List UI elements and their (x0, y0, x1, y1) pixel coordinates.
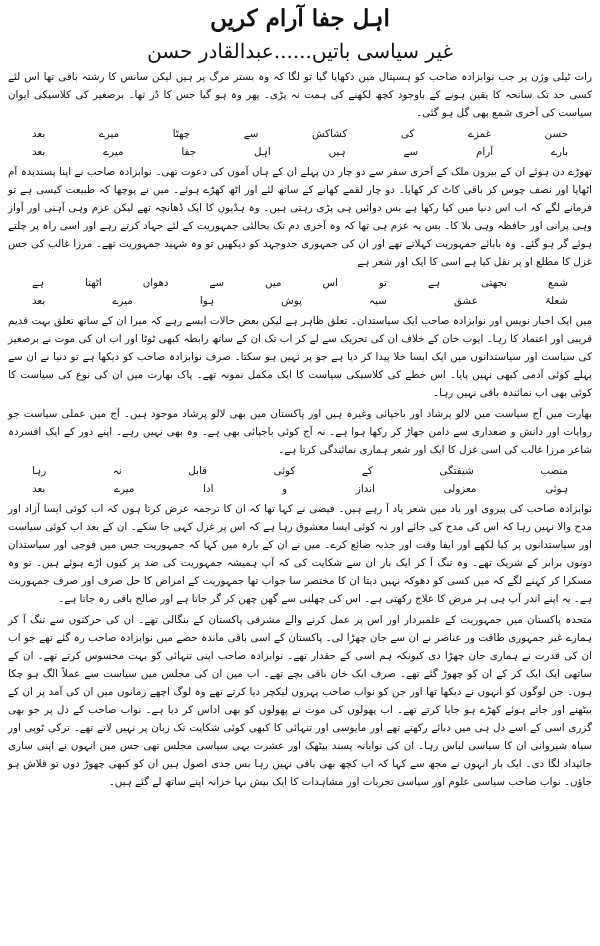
verse-line (32, 292, 568, 310)
verse-word: سے (209, 277, 225, 289)
verse-word: و (282, 483, 288, 495)
column-title: اہل جفا آرام کریں (210, 5, 390, 32)
verse-word: سے (243, 128, 259, 140)
verse-word: آرام (476, 146, 494, 158)
verse-word: شمع (547, 277, 568, 289)
verse-word: بعد (32, 128, 46, 140)
verse-line (32, 480, 568, 498)
column-byline: غیر سیاسی باتیں......عبدالقادر حسن (147, 39, 453, 63)
verse-word: تو (378, 277, 388, 289)
verse-word: میں (265, 277, 282, 289)
verse-word: رہا (32, 465, 47, 477)
verse-word: عشق (453, 295, 478, 307)
verse-word: شیفتگی (439, 465, 474, 477)
verse-word: بعد (32, 483, 46, 495)
verse-word: حسن (544, 128, 568, 140)
verse-word: معزولی (443, 483, 477, 495)
verse-word: انداز (355, 483, 375, 495)
paragraph: میں ایک اخبار نویس اور نوابزادہ صاحب ایک سیاستدان۔ تعلق ظاہر ہے لیکن بعض حالات ایسے رہے کہ میرا ان کے ساتھ تعلق بہت قدیم قریبی اور اعتماد کا رہا۔ ایوب خان کے خلاف ان کی تحریک سے لے کر اب تک ان کے ساتھ رابطہ کبھی ٹوٹا اور اب ان کی موت نے برصغیر کی سیاست اور سیاستدانوں میں ایک ایسا خلا پیدا کر دیا ہے جو پر نہیں ہو سکتا۔ صرف نوابزادہ صاحب کو دیکھا ہے تو دنیا نے ان سے پہلے کوئی آدمی کبھی نہیں پایا۔ اس خطے کی کلاسیکی سیاست کا ایک مکمل نمونہ تھے۔ پاک بھارت میں ان کی نوع کی سیاست کا کوئی بھی اب نمائندہ باقی نہیں رہا۔ (8, 315, 592, 399)
verse-word: کوئی (273, 465, 296, 477)
verse-line (32, 125, 568, 143)
paragraph: نوابزادہ صاحب کی پیروی اور یاد میں شعر یاد آ رہے ہیں۔ فیضی نے کہا تھا کہ ان کا ترجمہ عرض کرتا ہوں کہ اب کوئی ایسا آزاد اور مدح والا نہیں رہا کہ اس کی مدح کی جائے اور نہ کوئی ایسا معشوق رہا ہے کہ اس پر غزل کہی جا سکے۔ ان کے بعد اب کوئی سیاست اور سیاستدانوں پر کیا لکھے اور ایفا وقت اور جذبہ ضائع کرے۔ میں نے ان کے بارہ میں کہا کہ جمہوریت جس میں فوجی اور سیاستدان دونوں برابر کے شریک تھے۔ وہ تنگ آ کر ایک بار ان سے شکایت کی کہ آپ ہمیشہ جمہوریت کی ضد پر کیوں اڑے ہوئے ہیں۔ تو وہ مسکرا کر کہنے لگے کہ میں کسی کو دھوکہ نہیں دیتا ان کا مختصر سا جواب تھا جمہوریت کے امراض کا حل صرف اور صرف جمہوریت ہے۔ یہ اپنے اندر آپ ہی ہر مرض کا علاج رکھتی ہے۔ اس کی چھلنی سے گھن چھن کر گر جاتا ہے اور صالح باقی رہ جاتا ہے۔ (8, 503, 592, 605)
paragraph: رات ٹیلی وژن پر جب نوابزادہ صاحب کو ہسپتال میں دکھایا گیا تو لگا کہ وہ بستر مرگ پر ہیں لیکن سانس کا رشتہ باقی تھا اس لئے کسی حد تک سانحہ کا یقین ہونے کے باوجود کچھ لکھنے کی ہمت نہ پڑی۔ پھر وہ ہو گیا جس کا ڈر تھا۔ برصغیر کی کلاسیکی ایوان سیاست کی آخری شمع بھی گل ہو گئی۔ (8, 71, 592, 119)
verse-word: میرے (112, 295, 133, 307)
poetry-couplet (32, 462, 568, 498)
verse-word: بعد (32, 146, 46, 158)
verse-word: بارے (550, 146, 568, 158)
verse-word: اٹھتا (85, 277, 102, 289)
verse-word: نہ (112, 465, 122, 477)
verse-word: میرے (114, 483, 135, 495)
verse-word: دھواں (142, 277, 169, 289)
poetry-couplet (32, 125, 568, 161)
verse-word: سیہ (369, 295, 387, 307)
paragraph: بھارت میں آج سیاست میں لالو پرشاد اور باجپائی وغیرہ ہیں اور پاکستان میں بھی لالو پرشاد موجود ہیں۔ آج میں عملی سیاست جو روایات اور دانش و ضعداری سے دامن جھاڑ کر رکھا ہوا ہے۔ نہ آج کوئی باجپائی بھی ہے۔ وہ بھی نہیں رہے۔ اپنے دور کے ایک افسردہ شاعر مرزا غالب کی اسی غزل کا ایک اور شعر ہماری نمائندگی کرتا ہے۔ (8, 408, 592, 456)
verse-word: چھٹا (172, 128, 191, 140)
verse-word: کے (361, 465, 373, 477)
verse-word: ہے (428, 277, 441, 289)
verse-line (32, 462, 568, 480)
verse-word: اہل (253, 146, 271, 158)
verse-word: قابل (188, 465, 208, 477)
verse-word: ادا (203, 483, 214, 495)
verse-word: ہوئی (545, 483, 568, 495)
paragraph: تھوڑے دن ہوئے ان کے بیرون ملک کے آخری سفر سے دو چار دن پہلے ان کے ہاں آموں کی دعوت تھی۔ نوابزادہ صاحب نے اپنا پسندیدہ آم اٹھایا اور نصف چوس کر باقی کاٹ کر کھایا۔ دو چار لقمے کھانے کے ساتھ لئے اور اٹھ کھڑے ہوئے۔ میں نے پوچھا کہ طبیعت کیسی ہے تو فرمانے لگے کہ اب اس دنیا میں کیا رکھا ہے بس دوائیں ہی پڑی رہتی ہیں۔ وہ ہڈیوں کا ایک ڈھانچہ تھے لیکن عزم وہی آہنی اور آواز وہی پرانی اور حافظہ وہی بلا کا۔ بس یہ عزم ہی تھا کہ وہ آخری دم تک بحالئی جمہوریت کے لئے جہاد کرتے رہے اور اسی راہ پر چلتے ہوئے گر ہو گئے۔ وہ بابائے جمہوریت کہلاتے تھے اور ان کی جمہوری جدوجہد کو دیکھیں تو وہ شہید جمہوریت تھے۔ مرزا غالب کی جس غزل کا مطلع او پر نقل کیا ہے اسی کا ایک اور شعر ہے (8, 166, 592, 268)
verse-word: شعلۂ (544, 295, 568, 307)
verse-word: ہیں (328, 146, 346, 158)
poetry-couplet (32, 274, 568, 310)
verse-line (32, 274, 568, 292)
verse-word: کی (400, 128, 415, 140)
verse-word: جفا (181, 146, 197, 158)
verse-word: ہوا (199, 295, 215, 307)
verse-word: کشاکش (312, 128, 348, 140)
article-body (8, 68, 592, 794)
verse-line (32, 143, 568, 161)
verse-word: ہے (32, 277, 45, 289)
verse-word: غمزے (467, 128, 492, 140)
verse-word: سے (403, 146, 419, 158)
paragraph: متحدہ پاکستان میں جمہوریت کے علمبردار اور اس پر عمل کرنے والے مشرقی پاکستان کے بنگالی تھے۔ ان کی حرکتوں سے تنگ آ کر ہمارے غیر جمہوری طاقت ور عناصر نے ان سے جان چھڑا لی۔ پاکستان کے اسی باقی ماندہ حصے میں نوابزادہ صاحب رہ گئے تھے جو اب ان کی قدرت نے ہماری جان چھڑا دی کیونکہ ہم اسی کے حقدار تھے۔ نوابزادہ صاحب اپنی تنہائی کو بہت محسوس کرتے تھے۔ ان کے ساتھی ایک ایک کر کے ان کو چھوڑ گئے تھے۔ صرف ایک خان باقی بچے تھے۔ اب میں ان کی مجلس میں سیاست سے عملاً الگ ہو چکا ہوں۔ جن لوگوں کو انہوں نے دیکھا تھا اور جن کو نواب صاحب پہروں لیکچر دیا کرتے تھے وہ لوگ اچھے زمانوں میں ان کی آمد پر ان کے بیٹھنے اور جاتے ہوئے کھڑے ہو جایا کرتے تھے۔ اب پھولوں کی موت نے پھولوں کو بھی اداس کر دیا ہے۔ نواب صاحب کے دل پر جو بھی گزری اسی کے اسے دل ہی میں دبائے رکھتے تھے اور مایوسی اور تنہائی کا کبھی کوئی شکایت تک زبان پر نہیں لاتے تھے۔ ترکی ٹوپی اور سیاہ شیروانی ان کا سیاسی لباس رہا۔ ان کی نوابانہ پسند بیٹھک اور عشرت یہی سیاسی مجلس تھی جس میں انہوں نے اپنی ساری جائیداد لگا دی۔ ایک بار انہوں نے مجھ سے کہا کہ اب کچھ بھی باقی نہیں رہا بس جدی اصول ہیں ان کو کبھی چھوڑ دوں تو قلاش ہو جاؤں۔ نواب صاحب سیاسی علوم اور سیاسی تجربات اور مشاہدات کا ایک بیش بہا خزانہ اپنے ساتھ لے گئے ہیں۔ (8, 614, 592, 788)
verse-word: منصب (540, 465, 568, 477)
verse-word: میرے (103, 146, 124, 158)
verse-word: میرے (98, 128, 120, 140)
verse-word: بجھتی (481, 277, 507, 289)
verse-word: بعد (32, 295, 46, 307)
verse-word: پوش (281, 295, 302, 307)
verse-word: اس (322, 277, 338, 289)
